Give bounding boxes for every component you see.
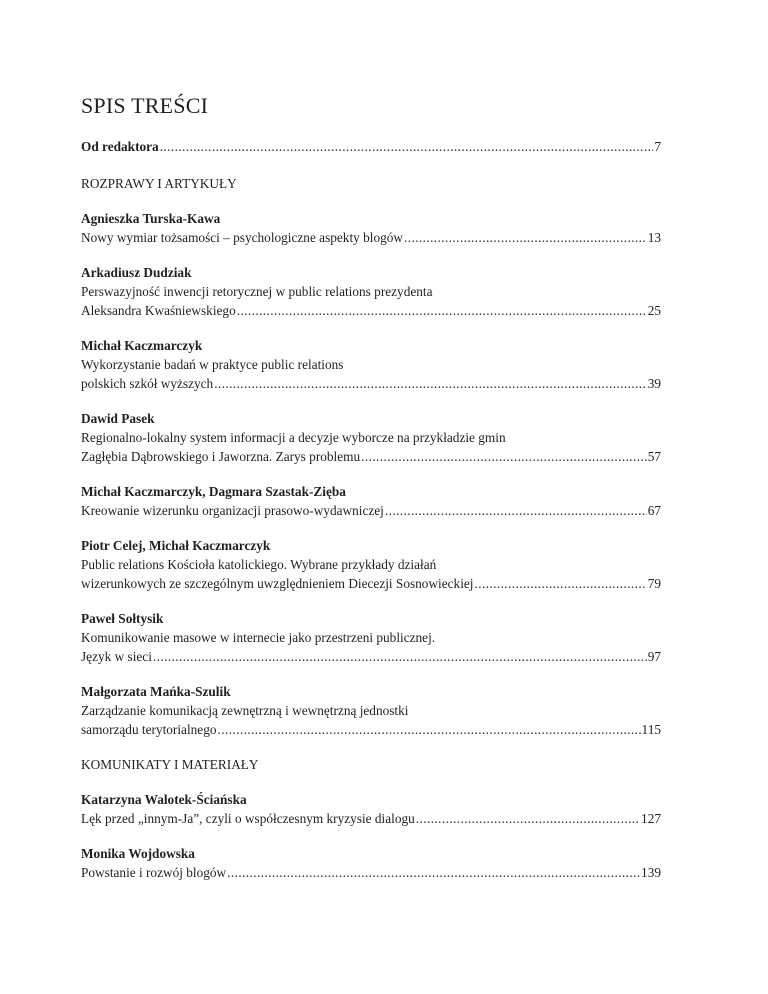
dot-leader bbox=[227, 863, 640, 882]
toc-entry bbox=[81, 209, 661, 247]
section-heading: ROZPRAWY I ARTYKUŁY bbox=[81, 176, 237, 191]
dot-leader bbox=[475, 574, 647, 593]
entry-title: Zagłębia Dąbrowskiego i Jaworzna. Zarys problemu bbox=[81, 449, 361, 464]
section-heading: KOMUNIKATY I MATERIAŁY bbox=[81, 757, 259, 772]
toc-entry bbox=[81, 482, 661, 520]
toc-entry bbox=[81, 409, 661, 466]
entry-title-line: Wykorzystanie badań w praktyce public relations bbox=[81, 357, 344, 372]
page-number: 39 bbox=[647, 376, 661, 391]
entry-title-line bbox=[81, 228, 661, 247]
entry-title: polskich szkół wyższych bbox=[81, 376, 214, 391]
entry-title: wizerunkowych ze szczególnym uwzględnieniem Diecezji Sosnowieckiej bbox=[81, 576, 474, 591]
page-number: 79 bbox=[647, 576, 661, 591]
toc-entry bbox=[81, 609, 661, 666]
page-number: 7 bbox=[654, 139, 661, 154]
page-number: 115 bbox=[641, 722, 661, 737]
entry-author: Katarzyna Walotek-Ściańska bbox=[81, 792, 247, 807]
page-number: 57 bbox=[647, 449, 661, 464]
entry-title-line bbox=[81, 863, 661, 882]
entry-title-line: Perswazyjność inwencji retorycznej w public relations prezydenta bbox=[81, 284, 433, 299]
entry-title-line: Regionalno-lokalny system informacji a decyzje wyborcze na przykładzie gmin bbox=[81, 430, 506, 445]
entry-title: Od redaktora bbox=[81, 139, 159, 154]
table-of-contents bbox=[81, 92, 661, 882]
page-title: SPIS TREŚCI bbox=[81, 93, 209, 118]
entry-title-line: Public relations Kościoła katolickiego. Wybrane przykłady działań bbox=[81, 557, 437, 572]
entry-title: Kreowanie wizerunku organizacji prasowo-wydawniczej bbox=[81, 503, 384, 518]
entry-author: Agnieszka Turska-Kawa bbox=[81, 211, 221, 226]
entry-author: Monika Wojdowska bbox=[81, 846, 195, 861]
entry-author: Michał Kaczmarczyk bbox=[81, 338, 203, 353]
entry-title-line bbox=[81, 809, 661, 828]
entry-title: Język w sieci bbox=[81, 649, 152, 664]
entry-title-line bbox=[81, 374, 661, 393]
page-number: 25 bbox=[647, 303, 661, 318]
entry-title-line bbox=[81, 447, 661, 466]
entry-author: Michał Kaczmarczyk, Dagmara Szastak-Zięba bbox=[81, 484, 346, 499]
entry-title: Powstanie i rozwój blogów bbox=[81, 865, 227, 880]
dot-leader bbox=[218, 720, 641, 739]
dot-leader bbox=[153, 647, 647, 666]
entry-title: Lęk przed „innym-Ja”, czyli o współczesnym kryzysie dialogu bbox=[81, 811, 415, 826]
page-number: 67 bbox=[647, 503, 661, 518]
toc-entry-editor-note bbox=[81, 137, 661, 156]
toc-entry bbox=[81, 536, 661, 593]
toc-entry bbox=[81, 844, 661, 882]
dot-leader bbox=[385, 501, 647, 520]
dot-leader bbox=[214, 374, 647, 393]
dot-leader bbox=[160, 137, 654, 156]
toc-entry bbox=[81, 263, 661, 320]
entry-title-line: Zarządzanie komunikacją zewnętrzną i wewnętrzną jednostki bbox=[81, 703, 409, 718]
page-number: 97 bbox=[647, 649, 661, 664]
entry-author: Małgorzata Mańka-Szulik bbox=[81, 684, 231, 699]
entry-author: Piotr Celej, Michał Kaczmarczyk bbox=[81, 538, 271, 553]
dot-leader bbox=[361, 447, 647, 466]
entry-title-line bbox=[81, 301, 661, 320]
toc-entry bbox=[81, 682, 661, 739]
dot-leader bbox=[404, 228, 647, 247]
entry-title-line bbox=[81, 501, 661, 520]
toc-entry bbox=[81, 790, 661, 828]
entry-title-line bbox=[81, 647, 661, 666]
page-number: 139 bbox=[641, 865, 661, 880]
entry-title-line bbox=[81, 720, 661, 739]
entry-title-line bbox=[81, 574, 661, 593]
entry-title: Nowy wymiar tożsamości – psychologiczne aspekty blogów bbox=[81, 230, 404, 245]
entry-title: Aleksandra Kwaśniewskiego bbox=[81, 303, 236, 318]
entry-title: samorządu terytorialnego bbox=[81, 722, 217, 737]
entry-author: Dawid Pasek bbox=[81, 411, 155, 426]
dot-leader bbox=[237, 301, 647, 320]
page-number: 127 bbox=[641, 811, 661, 826]
entry-author: Arkadiusz Dudziak bbox=[81, 265, 192, 280]
toc-entry bbox=[81, 336, 661, 393]
entry-author: Paweł Sołtysik bbox=[81, 611, 164, 626]
entry-title-line: Komunikowanie masowe w internecie jako przestrzeni publicznej. bbox=[81, 630, 436, 645]
dot-leader bbox=[416, 809, 640, 828]
page-number: 13 bbox=[647, 230, 661, 245]
